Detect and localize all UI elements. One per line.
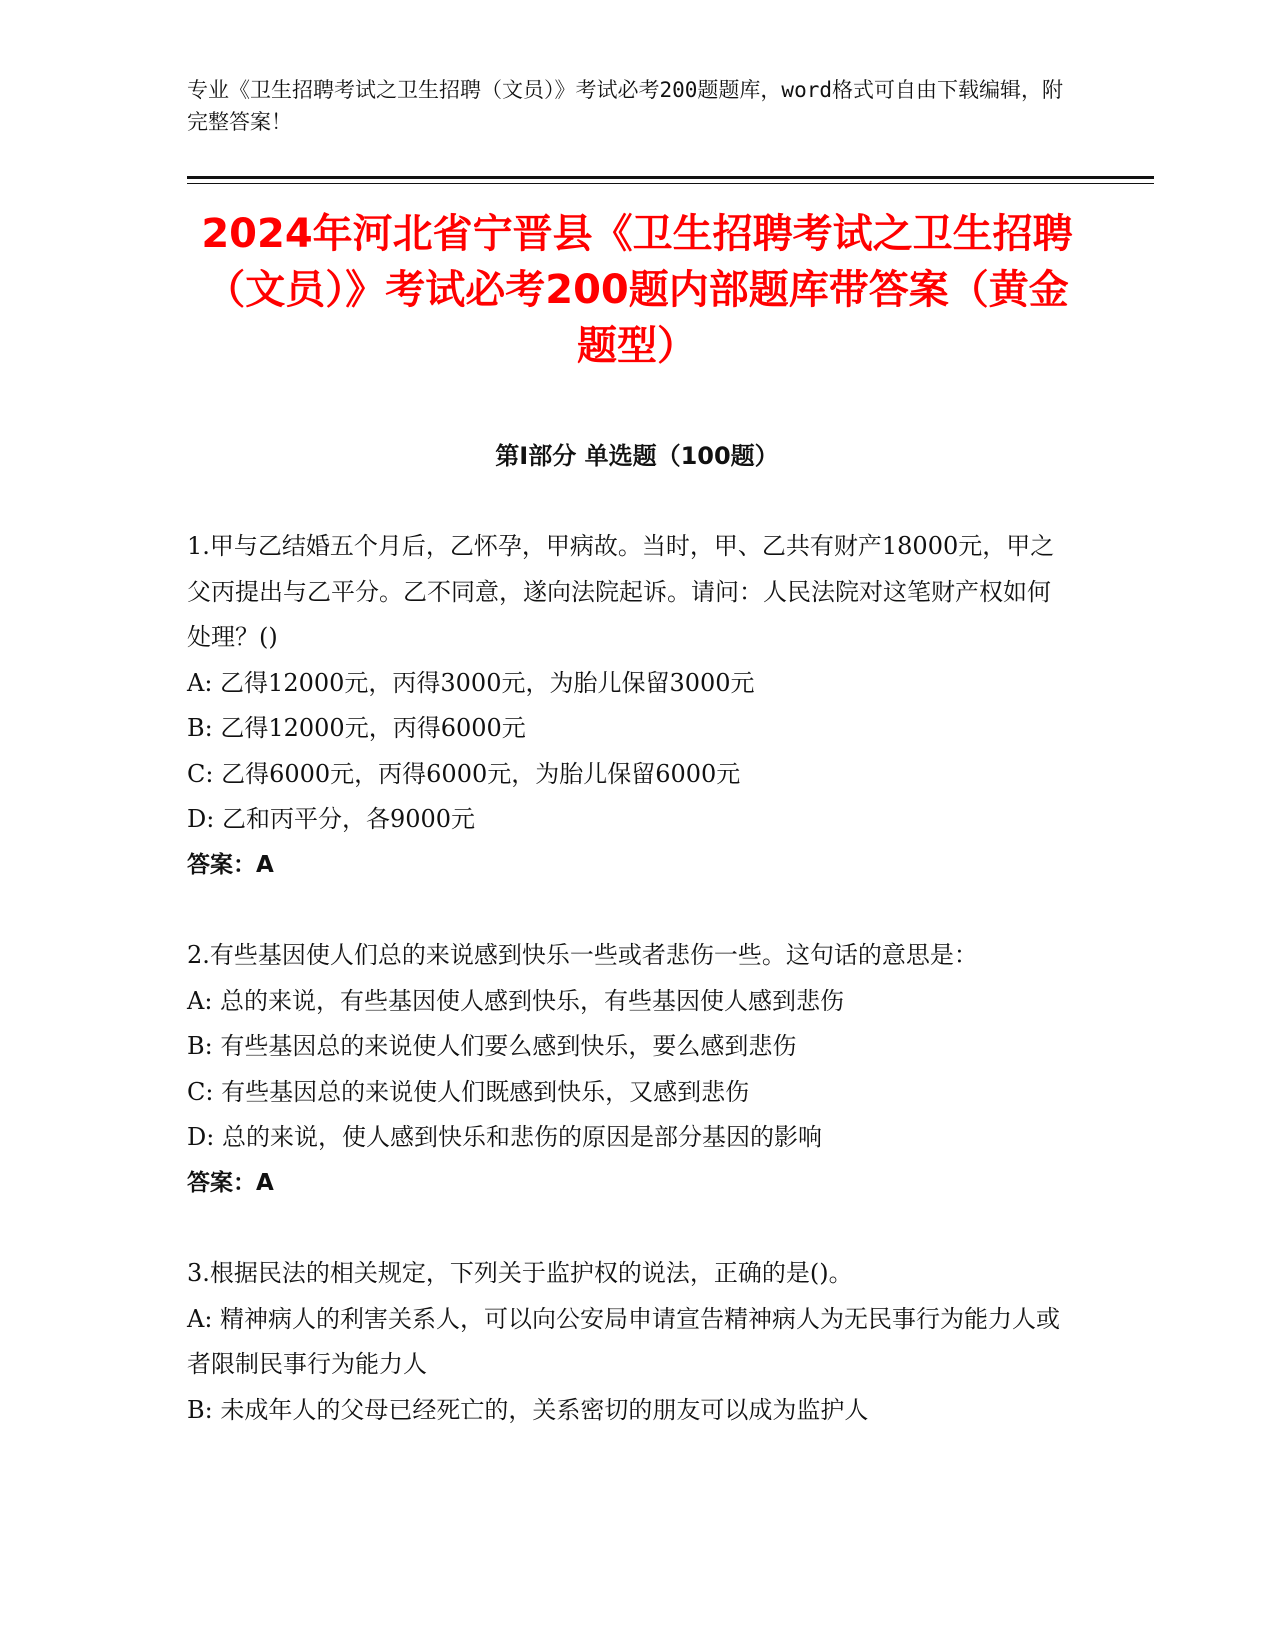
question-stem: 2.有些基因使人们总的来说感到快乐一些或者悲伤一些。这句话的意思是： [187, 941, 978, 969]
question-stem: 1.甲与乙结婚五个月后，乙怀孕，甲病故。当时，甲、乙共有财产18000元，甲之父丙提出与乙平分。乙不同意，遂向法院起诉。请问：人民法院对这笔财产权如何处理？() [187, 532, 1055, 651]
question-option: B: 未成年人的父母已经死亡的，关系密切的朋友可以成为监护人 [187, 1395, 869, 1424]
question-list [187, 524, 1067, 1478]
document-title: 2024年河北省宁晋县《卫生招聘考试之卫生招聘（文员）》考试必考200题内部题库带答案（黄金题型） [201, 211, 1073, 369]
question-option: C: 乙得6000元，丙得6000元，为胎儿保留6000元 [187, 759, 741, 788]
question-stem: 3.根据民法的相关规定，下列关于监护权的说法，正确的是()。 [187, 1259, 853, 1287]
header-divider-thick [187, 176, 1154, 179]
header-divider-thin [187, 183, 1154, 184]
question-option: D: 总的来说，使人感到快乐和悲伤的原因是部分基因的影响 [187, 1123, 822, 1151]
question-option: B: 有些基因总的来说使人们要么感到快乐，要么感到悲伤 [187, 1032, 797, 1060]
question-option: C: 有些基因总的来说使人们既感到快乐，又感到悲伤 [187, 1077, 750, 1106]
question-item [187, 1251, 1067, 1433]
question-answer: 答案：A [187, 851, 274, 878]
question-answer: 答案：A [187, 1169, 274, 1196]
question-item [187, 933, 1067, 1206]
header-note: 专业《卫生招聘考试之卫生招聘（文员）》考试必考200题题库，word格式可自由下载编辑，附完整答案！ [187, 78, 1063, 134]
question-option: A: 精神病人的利害关系人，可以向公安局申请宣告精神病人为无民事行为能力人或者限制民事行为能力人 [187, 1304, 1061, 1378]
question-option: B: 乙得12000元，丙得6000元 [187, 714, 526, 742]
question-option: D: 乙和丙平分，各9000元 [187, 805, 476, 833]
question-option: A: 总的来说，有些基因使人感到快乐，有些基因使人感到悲伤 [187, 986, 845, 1015]
section-heading: 第I部分 单选题（100题） [495, 442, 779, 470]
question-item [187, 524, 1067, 888]
question-option: A: 乙得12000元，丙得3000元，为胎儿保留3000元 [187, 668, 755, 697]
